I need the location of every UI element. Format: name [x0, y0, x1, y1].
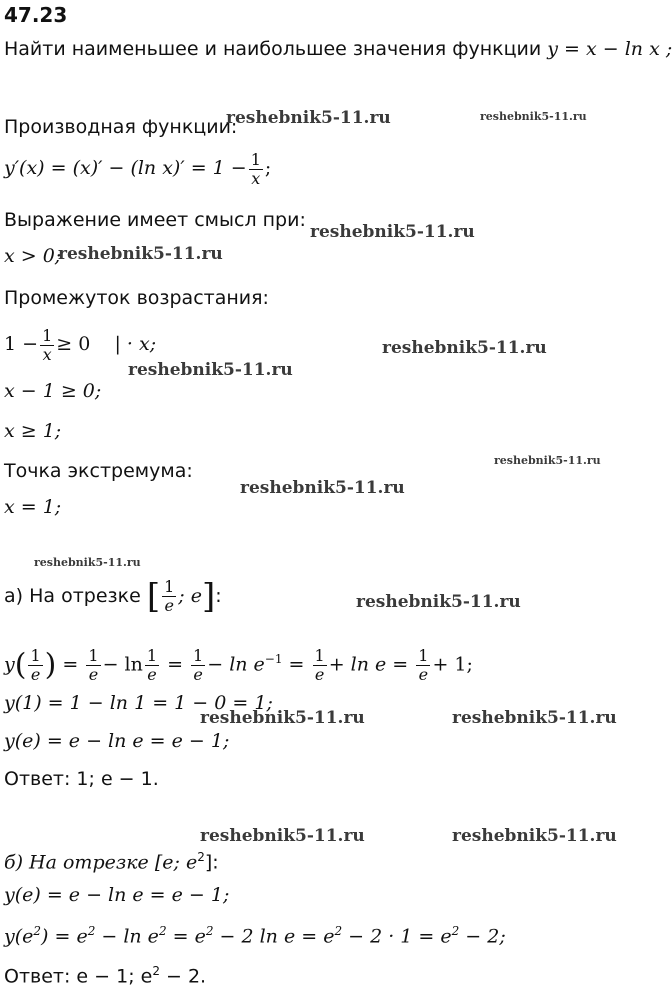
extremum-point: x = 1;: [4, 496, 62, 518]
watermark: reshebnik5-11.ru: [128, 360, 293, 380]
part-a-heading: а) На отрезке [ $\frac{1}{e}$ ; e]:: [4, 576, 222, 617]
derivative-lhs: y′(x) = (x)′ − (ln x)′ = 1 −: [4, 157, 247, 179]
increase-inequality: 1 − $\frac{1}{x}$ ≥ 0 | · x;: [4, 325, 157, 364]
derivative-heading: Производная функции:: [4, 116, 238, 138]
watermark: reshebnik5-11.ru: [480, 110, 587, 123]
part-a-line1: y( $\frac{1}{e}$ ) = $\frac{1}{e}$ − ln $\frac{1}{e}$ = $\frac{1}{e}$ − $\ln e^{-1}$ = $\frac{1}{e}$ + ln e = $\frac{1}{e}$ + 1;: [4, 645, 473, 684]
watermark: reshebnik5-11.ru: [226, 108, 391, 128]
part-a-line3: y(e) = e − ln e = e − 1;: [4, 730, 230, 752]
watermark: reshebnik5-11.ru: [452, 708, 617, 728]
watermark: reshebnik5-11.ru: [452, 826, 617, 846]
part-b-line2: $y(e^2) = e^2 - \ln e^2 = e^2 - 2$ $\ln e = e^2 - 2 \cdot 1 = e^2 - 2$;: [4, 924, 506, 948]
domain-heading: Выражение имеет смысл при:: [4, 209, 306, 231]
increase-step2: x − 1 ≥ 0;: [4, 380, 102, 402]
watermark: reshebnik5-11.ru: [200, 826, 365, 846]
function-formula: y = x − ln x ;: [547, 38, 672, 60]
watermark: reshebnik5-11.ru: [310, 222, 475, 242]
part-b-line1: y(e) = e − ln e = e − 1;: [4, 884, 230, 906]
statement-text: Найти наименьшее и наибольшее значения функции: [4, 38, 542, 60]
watermark: reshebnik5-11.ru: [382, 338, 547, 358]
problem-number: 47.23: [4, 3, 68, 27]
derivative-formula: [4, 148, 271, 188]
increase-heading: Промежуток возрастания:: [4, 287, 269, 309]
watermark: reshebnik5-11.ru: [34, 556, 141, 569]
watermark: reshebnik5-11.ru: [494, 454, 601, 467]
increase-step3: x ≥ 1;: [4, 420, 62, 442]
derivative-tail: ;: [264, 157, 272, 179]
watermark: reshebnik5-11.ru: [240, 478, 405, 498]
part-b-heading: б) На отрезке [e; $e^2$]:: [4, 850, 219, 874]
part-b-answer: Ответ: e − 1; $e^2 - 2$.: [4, 964, 207, 988]
watermark: reshebnik5-11.ru: [356, 592, 521, 612]
part-a-line2: y(1) = 1 − ln 1 = 1 − 0 = 1;: [4, 692, 273, 714]
increase-multiplier: | · x;: [114, 333, 157, 355]
problem-statement: [4, 38, 672, 60]
derivative-fraction: $\frac{1}{x}$: [250, 149, 261, 188]
extremum-heading: Точка экстремума:: [4, 460, 193, 482]
watermark: reshebnik5-11.ru: [58, 244, 223, 264]
increase-fraction: $\frac{1}{x}$: [42, 325, 53, 364]
watermark: reshebnik5-11.ru: [200, 708, 365, 728]
part-a-answer: Ответ: 1; e − 1.: [4, 768, 159, 790]
domain-condition: x > 0;: [4, 245, 62, 267]
